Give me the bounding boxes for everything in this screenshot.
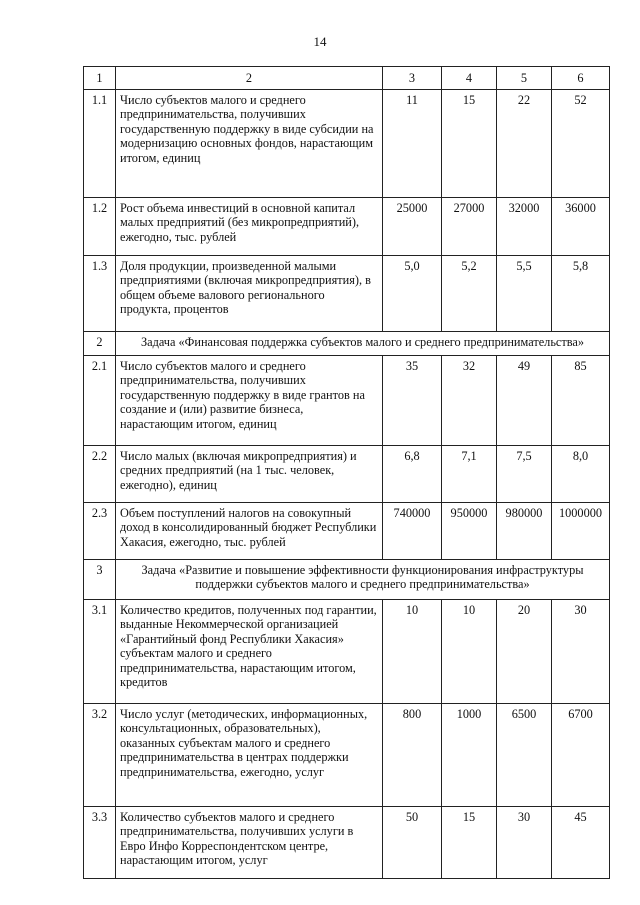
indicator-name: Количество субъектов малого и среднего предпринимательства, получивших услуги в Евро Инфо Корреспондентском центре, нарастающим итогом, услуг bbox=[116, 806, 383, 878]
value-cell: 15 bbox=[442, 806, 497, 878]
header-cell: 4 bbox=[442, 67, 497, 90]
indicator-name: Количество кредитов, полученных под гарантии, выданные Некоммерческой организацией «Гарантийный фонд Республики Хакасия» субъектам малого и среднего предпринимательства, нарастающим итогом, кредитов bbox=[116, 599, 383, 703]
value-cell: 85 bbox=[552, 355, 610, 445]
value-cell: 45 bbox=[552, 806, 610, 878]
value-cell: 32 bbox=[442, 355, 497, 445]
value-cell: 35 bbox=[383, 355, 442, 445]
value-cell: 7,1 bbox=[442, 445, 497, 502]
value-cell: 50 bbox=[383, 806, 442, 878]
value-cell: 10 bbox=[383, 599, 442, 703]
value-cell: 980000 bbox=[497, 502, 552, 559]
value-cell: 950000 bbox=[442, 502, 497, 559]
value-cell: 6700 bbox=[552, 703, 610, 806]
value-cell: 30 bbox=[497, 806, 552, 878]
row-number: 1.1 bbox=[84, 89, 116, 197]
page-number: 14 bbox=[313, 34, 327, 49]
header-cell: 2 bbox=[116, 67, 383, 90]
table-row bbox=[84, 89, 610, 197]
value-cell: 25000 bbox=[383, 197, 442, 255]
value-cell: 8,0 bbox=[552, 445, 610, 502]
task-number: 3 bbox=[84, 559, 116, 599]
value-cell: 32000 bbox=[497, 197, 552, 255]
indicator-name: Объем поступлений налогов на совокупный доход в консолидированный бюджет Республики Хакасия, ежегодно, тыс. рублей bbox=[116, 502, 383, 559]
indicator-name: Число субъектов малого и среднего предпринимательства, получивших государственную поддержку в виде субсидии на модернизацию основных фондов, нарастающим итогом, единиц bbox=[116, 89, 383, 197]
task-title: Задача «Финансовая поддержка субъектов малого и среднего предпринимательства» bbox=[116, 331, 610, 355]
header-cell: 6 bbox=[552, 67, 610, 90]
table-row bbox=[84, 502, 610, 559]
row-number: 3.1 bbox=[84, 599, 116, 703]
value-cell: 1000000 bbox=[552, 502, 610, 559]
row-number: 2.1 bbox=[84, 355, 116, 445]
value-cell: 740000 bbox=[383, 502, 442, 559]
indicator-name: Рост объема инвестиций в основной капитал малых предприятий (без микропредприятий), ежегодно, тыс. рублей bbox=[116, 197, 383, 255]
table-row bbox=[84, 255, 610, 331]
row-number: 2.3 bbox=[84, 502, 116, 559]
value-cell: 5,8 bbox=[552, 255, 610, 331]
value-cell: 6,8 bbox=[383, 445, 442, 502]
indicators-table bbox=[83, 66, 610, 879]
value-cell: 6500 bbox=[497, 703, 552, 806]
row-number: 2.2 bbox=[84, 445, 116, 502]
value-cell: 27000 bbox=[442, 197, 497, 255]
value-cell: 5,0 bbox=[383, 255, 442, 331]
task-row bbox=[84, 559, 610, 599]
value-cell: 30 bbox=[552, 599, 610, 703]
value-cell: 800 bbox=[383, 703, 442, 806]
value-cell: 7,5 bbox=[497, 445, 552, 502]
row-number: 3.2 bbox=[84, 703, 116, 806]
indicator-name: Число услуг (методических, информационных, консультационных, образовательных), оказанных субъектам малого и среднего предпринимательства в центрах поддержки предпринимательства, ежегодно, услуг bbox=[116, 703, 383, 806]
header-cell: 3 bbox=[383, 67, 442, 90]
value-cell: 52 bbox=[552, 89, 610, 197]
table-row bbox=[84, 806, 610, 878]
table-row bbox=[84, 355, 610, 445]
table-header-row bbox=[84, 67, 610, 90]
task-number: 2 bbox=[84, 331, 116, 355]
value-cell: 10 bbox=[442, 599, 497, 703]
row-number: 1.3 bbox=[84, 255, 116, 331]
indicator-name: Число малых (включая микропредприятия) и средних предприятий (на 1 тыс. человек, ежегодно), единиц bbox=[116, 445, 383, 502]
header-cell: 5 bbox=[497, 67, 552, 90]
value-cell: 20 bbox=[497, 599, 552, 703]
value-cell: 1000 bbox=[442, 703, 497, 806]
value-cell: 22 bbox=[497, 89, 552, 197]
indicator-name: Число субъектов малого и среднего предпринимательства, получивших государственную поддержку в виде грантов на создание и (или) развитие бизнеса, нарастающим итогом, единиц bbox=[116, 355, 383, 445]
value-cell: 49 bbox=[497, 355, 552, 445]
header-cell: 1 bbox=[84, 67, 116, 90]
task-row bbox=[84, 331, 610, 355]
table-row bbox=[84, 599, 610, 703]
task-title: Задача «Развитие и повышение эффективности функционирования инфраструктуры поддержки субъектов малого и среднего предпринимательства» bbox=[116, 559, 610, 599]
table-row bbox=[84, 197, 610, 255]
value-cell: 11 bbox=[383, 89, 442, 197]
row-number: 1.2 bbox=[84, 197, 116, 255]
indicator-name: Доля продукции, произведенной малыми предприятиями (включая микропредприятия), в общем объеме валового регионального продукта, процентов bbox=[116, 255, 383, 331]
table-row bbox=[84, 703, 610, 806]
value-cell: 5,2 bbox=[442, 255, 497, 331]
row-number: 3.3 bbox=[84, 806, 116, 878]
value-cell: 15 bbox=[442, 89, 497, 197]
value-cell: 36000 bbox=[552, 197, 610, 255]
value-cell: 5,5 bbox=[497, 255, 552, 331]
table-row bbox=[84, 445, 610, 502]
